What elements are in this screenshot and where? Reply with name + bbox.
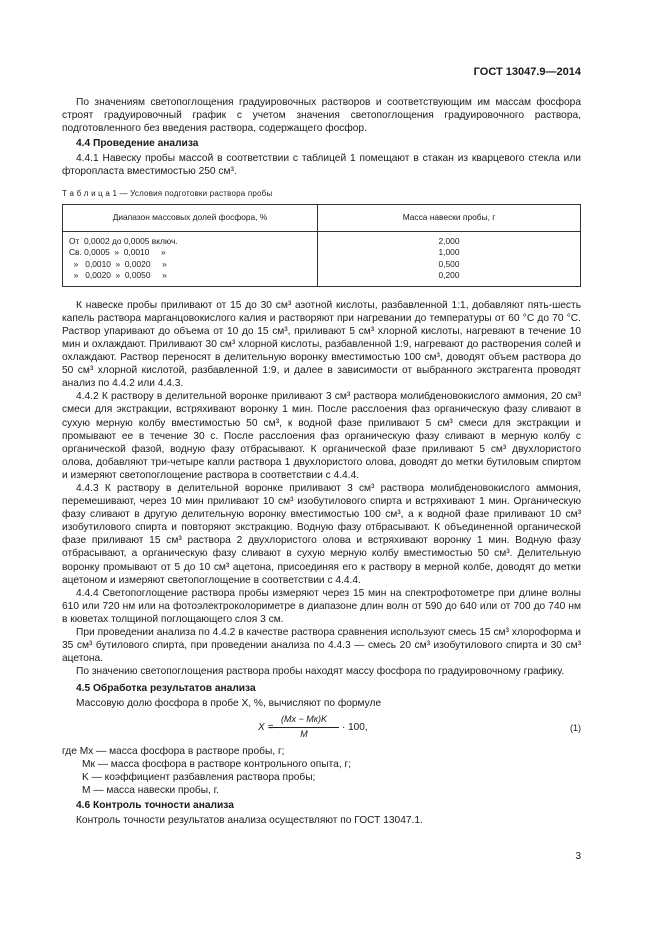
formula-multiplier: · 100, (342, 721, 368, 733)
definition-k: K — коэффициент разбавления раствора пробы; (82, 771, 316, 783)
paragraph-reference-solution: При проведении анализа по 4.4.2 в качестве раствора сравнения используют смесь 15 см³ хлороформа и 35 см³ бутилового спирта, при проведении анализа по 4.4.3 — смесь 20 см³ изобутилового спирта и 30 см³ ацетона. (62, 627, 581, 665)
formula-definitions (62, 745, 581, 797)
section-heading-4-4: 4.4 Проведение анализа (76, 138, 199, 150)
paragraph-calibration-graph: По значениям светопоглощения градуировочных растворов и соответствующим им массам фосфора строят градуировочный график с учетом значения светопоглощения градуировочного раствора, подготовленного без введения раствора, содержащего фосфор. (62, 97, 581, 135)
table-row (63, 259, 581, 271)
table-header-cell: Масса навески пробы, г (318, 204, 581, 231)
paragraph-graph: По значению светопоглощения раствора пробы находят массу фосфора по градуировочному графику. (76, 666, 565, 678)
table-cell-mass: 0,200 (318, 270, 581, 286)
table-cell-range: От 0,0002 до 0,0005 включ. (63, 231, 318, 247)
table-caption: Т а б л и ц а 1 — Условия подготовки раствора пробы (62, 188, 273, 198)
standard-header: ГОСТ 13047.9—2014 (473, 66, 581, 78)
table-row (63, 247, 581, 259)
table-cell-range: » 0,0010 » 0,0020 » (63, 259, 318, 271)
paragraph-4-6: Контроль точности результатов анализа осуществляют по ГОСТ 13047.1. (76, 815, 423, 827)
definition-m: M — масса навески пробы, г. (82, 784, 219, 796)
table-cell-mass: 0,500 (318, 259, 581, 271)
paragraph-4-4-4: 4.4.4 Светопоглощение раствора пробы измеряют через 15 мин на спектрофотометре при длине волны 610 или 720 нм или на фотоэлектроколориметре в диапазоне длин волн от 590 до 640 или от 700 до 740 нм в кюветах толщиной поглощающего слоя 3 см. (62, 587, 581, 625)
table-cell-range: Св. 0,0005 » 0,0010 » (63, 247, 318, 259)
table-row (63, 270, 581, 286)
definition-mx: где Mx — масса фосфора в растворе пробы, г; (62, 745, 285, 757)
section-heading-4-6: 4.6 Контроль точности анализа (76, 799, 234, 811)
formula-lhs: X = (258, 721, 274, 733)
sample-preparation-table (62, 204, 581, 287)
formula-number: (1) (570, 722, 581, 733)
paragraph-4-4-3: 4.4.3 К раствору в делительной воронке приливают 3 см³ раствора молибденовокислого аммония, перемешивают, через 10 мин приливают 10 см³ изобутилового спирта и встряхивают 1 мин. Органическую фазу сливают в другую делительную воронку вместимостью 100 см³, а к водной фазе приливают 10 см³ изобутилового спирта и повторяют экстракцию. Водную фазу отбрасывают. К объединенной органической фазе приливают 15 см³ раствора 2 двухлористого олова и встряхивают воронку 1 мин. Водную фазу отбрасывают, а органическую фазу сливают в сухую мерную колбу вместимостью 50 см³. Делительную воронку промывают от 5 до 10 см³ ацетона, присоединяя его к раствору в мерной колбе, доводят до метки ацетоном и измеряют светопоглощение в соответствии с 4.4.4. (62, 482, 581, 586)
formula-1 (62, 713, 581, 743)
page-content (62, 96, 581, 827)
paragraph-dissolution: К навеске пробы приливают от 15 до 30 см³ азотной кислоты, разбавленной 1:1, добавляют пять-шесть капель раствора марганцовокислого калия и растворяют при нагревании до температуры от 60 °С до 70 °С. Раствор упаривают до объема от 10 до 15 см³, приливают 5 см³ хлорной кислоты, нагревают в течение 10 мин и охлаждают. Приливают 30 см³ хлорной кислоты, разбавленной 1:9, нагревают до растворения солей и охлаждают. Раствор переносят в делительную воронку вместимостью 100 см³, доводят объем раствора до 50 см³ хлорной кислотой, разбавленной 1:9, и далее в зависимости от выбранного экстрагента проводят анализ по 4.4.2 или 4.4.3. (62, 299, 581, 390)
table-cell-mass: 1,000 (318, 247, 581, 259)
paragraph-4-5: Массовую долю фосфора в пробе X, %, вычисляют по формуле (76, 698, 382, 710)
paragraph-4-4-1: 4.4.1 Навеску пробы массой в соответствии с таблицей 1 помещают в стакан из кварцевого стекла или фторопласта вместимостью 250 см³. (62, 153, 581, 178)
page-number: 3 (575, 851, 581, 862)
table-cell-range: » 0,0020 » 0,0050 » (63, 270, 318, 286)
formula-denominator: M (300, 728, 308, 739)
section-heading-4-5: 4.5 Обработка результатов анализа (76, 683, 256, 695)
formula-numerator: (Mx − Mк)K (269, 713, 339, 728)
table-cell-mass: 2,000 (318, 231, 581, 247)
paragraph-4-4-2: 4.4.2 К раствору в делительной воронке приливают 3 см³ раствора молибденовокислого аммония, 20 см³ смеси для экстракции, встряхивают воронку 1 мин. После расслоения фаз органическую фазу сливают в сухую мерную колбу вместимостью 50 см³, к водной фазе приливают 5 см³ смеси для экстракции и промывают ее в течение 30 с. После расслоения фаз органическую фазу сливают в мерную колбу с органической фазой, водную фазу отбрасывают. К органической фазе приливают 5 см³ двухлористого олова, добавляют три-четыре капли раствора 1 двухлористого олова, доводят до метки бутиловым спиртом и измеряют светопоглощение раствора в соответствии с 4.4.4. (62, 391, 581, 481)
table-row (63, 231, 581, 247)
table-header-cell: Диапазон массовых долей фосфора, % (63, 204, 318, 231)
definition-mk: Mк — масса фосфора в растворе контрольного опыта, г; (82, 758, 352, 770)
formula-fraction (269, 713, 339, 741)
table-header-row (63, 204, 581, 231)
